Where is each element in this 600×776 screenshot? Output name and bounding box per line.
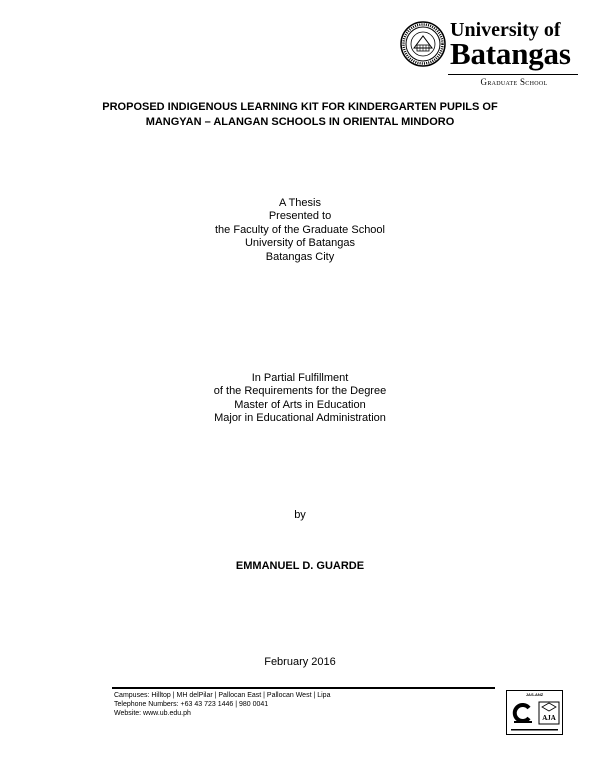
presentation-line: Batangas City [265, 250, 335, 263]
university-seal-icon [400, 21, 446, 67]
logo-divider [448, 74, 578, 75]
fulfillment-line: of the Requirements for the Degree [213, 385, 387, 398]
fulfillment-line: Major in Educational Administration [214, 412, 386, 425]
thesis-title [80, 100, 520, 130]
by-label: by [294, 509, 306, 521]
fulfillment-line: Master of Arts in Education [234, 398, 366, 411]
thesis-title-line: PROPOSED INDIGENOUS LEARNING KIT FOR KINDERGARTEN PUPILS OF [102, 101, 498, 113]
footer-campuses: Campuses: Hilltop | MH delPilar | Pallocan East | Pallocan West | Lipa [114, 692, 331, 699]
cert-c-mark-icon [512, 702, 534, 724]
fulfillment-block [100, 372, 500, 426]
presentation-block [100, 197, 500, 264]
fulfillment-line: In Partial Fulfillment [251, 372, 349, 384]
footer-website: Website: www.ub.edu.ph [114, 710, 191, 717]
footer-divider [112, 687, 495, 689]
cert-top-label: JAS-ANZ [525, 692, 544, 697]
logo-batangas: Batangas [450, 36, 571, 71]
presentation-line: the Faculty of the Graduate School [215, 223, 385, 236]
cert-aja-text: AJA [542, 714, 556, 722]
footer-telephone: Telephone Numbers: +63 43 723 1446 | 980 0041 [114, 701, 269, 708]
author-name: EMMANUEL D. GUARDE [235, 560, 365, 572]
thesis-title-line: MANGYAN – ALANGAN SCHOOLS IN ORIENTAL MINDORO [145, 116, 455, 128]
cert-aja-icon [538, 701, 560, 725]
certification-badge-icon [506, 690, 563, 735]
submission-date: February 2016 [264, 656, 336, 668]
footer-contact [114, 691, 330, 718]
logo-graduate-school: Graduate School [480, 77, 548, 87]
presentation-line: A Thesis [279, 197, 321, 209]
presentation-line: University of Batangas [244, 237, 356, 250]
presentation-line: Presented to [268, 210, 332, 223]
cert-bottom-strip [507, 728, 562, 732]
logo-university-of: University of [450, 19, 561, 41]
